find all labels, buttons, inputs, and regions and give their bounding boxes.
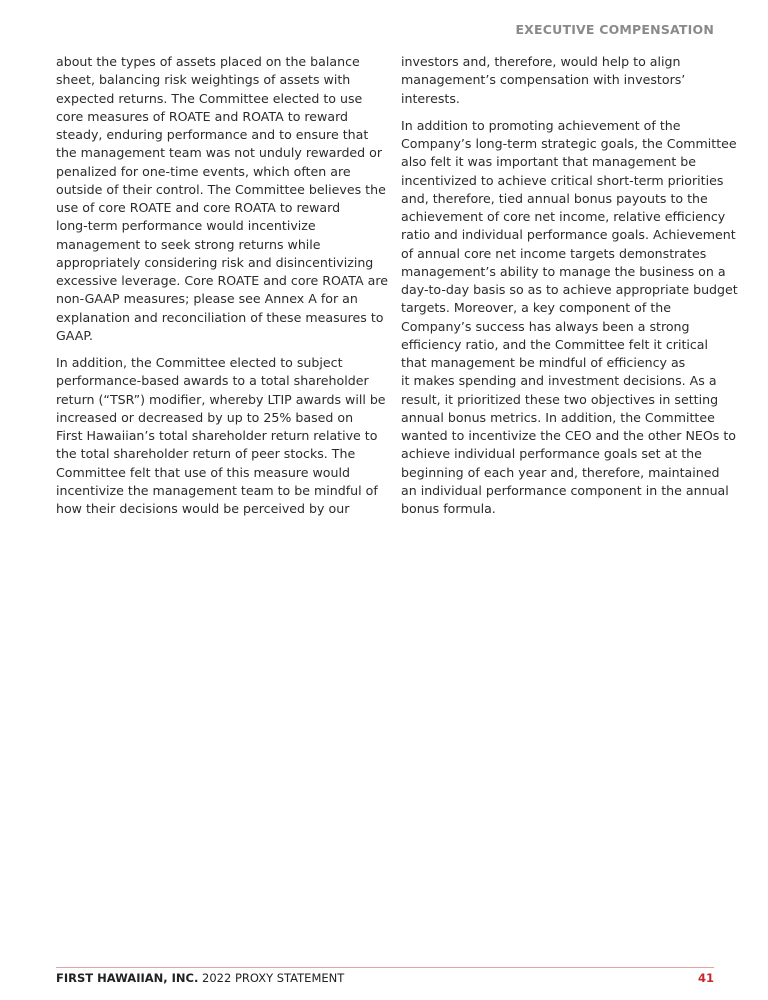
text-line: explanation and reconciliation of these measures to bbox=[56, 309, 384, 325]
text-line: that management be mindful of efficiency as bbox=[401, 355, 686, 370]
text-line: the total shareholder return of peer stocks. The bbox=[56, 446, 356, 462]
text-line: Company’s long-term strategic goals, the Committee bbox=[401, 136, 737, 151]
text-line: achieve individual performance goals set at the bbox=[401, 446, 702, 462]
text-line: In addition, the Committee elected to subject bbox=[56, 355, 343, 370]
footer bbox=[56, 971, 714, 985]
text-line: it makes spending and investment decisions. As a bbox=[401, 373, 717, 389]
footer-company: FIRST HAWAIIAN, INC. bbox=[56, 971, 199, 985]
text-line: about the types of assets placed on the balance bbox=[56, 54, 360, 69]
text-line: use of core ROATE and core ROATA to reward bbox=[56, 200, 341, 215]
page-number: 41 bbox=[697, 971, 714, 985]
text-line: interests. bbox=[401, 90, 460, 106]
paragraph bbox=[56, 53, 388, 345]
text-line: beginning of each year and, therefore, maintained bbox=[401, 464, 720, 480]
text-line: also felt it was important that management be bbox=[401, 154, 697, 170]
text-line: excessive leverage. Core ROATE and core ROATA are bbox=[56, 273, 388, 288]
text-line: the management team was not unduly rewarded or bbox=[56, 145, 383, 161]
footer-divider bbox=[56, 967, 714, 968]
text-line: outside of their control. The Committee believes the bbox=[56, 181, 386, 197]
text-line: expected returns. The Committee elected to use bbox=[56, 90, 363, 106]
text-line: bonus formula. bbox=[401, 501, 496, 516]
text-line: core measures of ROATE and ROATA to reward bbox=[56, 108, 349, 124]
paragraph bbox=[401, 117, 738, 519]
text-line: performance-based awards to a total shareholder bbox=[56, 373, 369, 389]
text-line: and, therefore, tied annual bonus payouts to the bbox=[401, 190, 708, 206]
text-line: day-to-day basis so as to achieve appropriate budget bbox=[401, 282, 738, 297]
text-line: In addition to promoting achievement of the bbox=[401, 117, 681, 133]
text-line: return (“TSR”) modifier, whereby LTIP awards will be bbox=[56, 391, 386, 407]
text-line: non-GAAP measures; please see Annex A for an bbox=[56, 291, 358, 307]
text-line: ratio and individual performance goals. Achievement bbox=[401, 227, 736, 243]
text-line: annual bonus metrics. In addition, the Committee bbox=[401, 409, 715, 425]
paragraph bbox=[56, 354, 386, 518]
text-line: of annual core net income targets demonstrates bbox=[401, 245, 707, 261]
text-line: penalized for one-time events, which often are bbox=[56, 163, 351, 179]
text-line: how their decisions would be perceived by our bbox=[56, 501, 350, 516]
text-line: long-term performance would incentivize bbox=[56, 218, 316, 234]
text-line: incentivize the management team to be mindful of bbox=[56, 482, 378, 498]
text-line: Company’s success has always been a strong bbox=[401, 318, 690, 334]
footer-document-title: 2022 PROXY STATEMENT bbox=[198, 971, 345, 985]
text-line: management’s ability to manage the business on a bbox=[401, 263, 726, 279]
text-line: increased or decreased by up to 25% based on bbox=[56, 409, 354, 425]
text-line: GAAP. bbox=[56, 327, 93, 343]
text-line: sheet, balancing risk weightings of assets with bbox=[56, 72, 351, 88]
right-column bbox=[401, 53, 738, 527]
paragraph bbox=[401, 53, 721, 108]
text-line: management’s compensation with investors’ bbox=[401, 72, 686, 88]
text-line: steady, enduring performance and to ensure that bbox=[56, 127, 369, 142]
text-line: investors and, therefore, would help to align bbox=[401, 54, 681, 69]
text-line: efficiency ratio, and the Committee felt it critical bbox=[401, 336, 709, 352]
text-line: Committee felt that use of this measure would bbox=[56, 464, 350, 480]
text-line: result, it prioritized these two objectives in setting bbox=[401, 391, 719, 407]
text-line: wanted to incentivize the CEO and the other NEOs to bbox=[401, 428, 736, 443]
text-line: appropriately considering risk and disincentivizing bbox=[56, 254, 374, 270]
text-line: management to seek strong returns while bbox=[56, 236, 321, 252]
text-line: an individual performance component in the annual bbox=[401, 482, 729, 498]
text-line: achievement of core net income, relative efficiency bbox=[401, 209, 726, 224]
text-line: First Hawaiian’s total shareholder return relative to bbox=[56, 428, 378, 443]
section-header: EXECUTIVE COMPENSATION bbox=[515, 22, 714, 37]
text-line: targets. Moreover, a key component of the bbox=[401, 300, 671, 316]
left-column bbox=[56, 53, 388, 527]
text-line: incentivized to achieve critical short-term priorities bbox=[401, 172, 724, 188]
